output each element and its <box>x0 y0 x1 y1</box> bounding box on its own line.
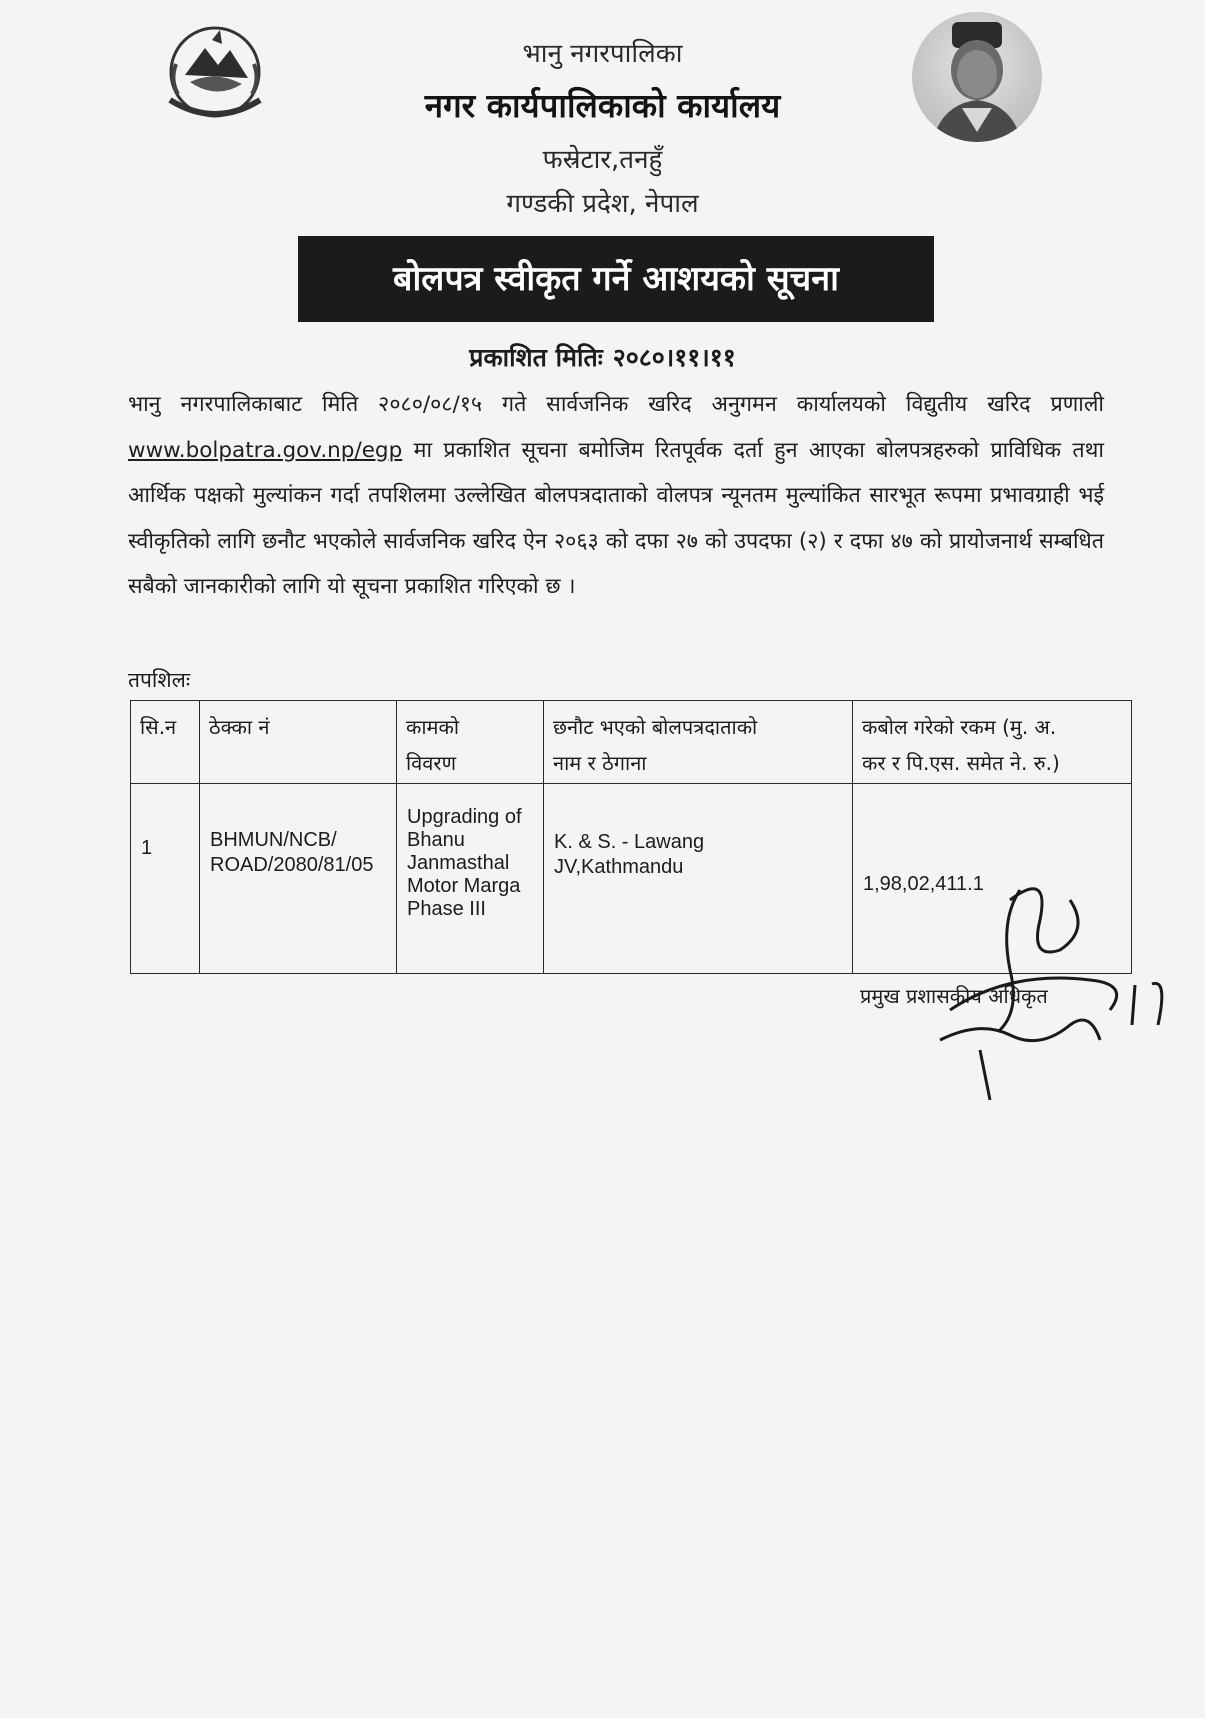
cell-work-description: Upgrading of Bhanu Janmasthal Motor Marga Phase III <box>397 784 544 974</box>
published-date-label: प्रकाशित मितिः <box>469 343 603 372</box>
header-sn: सि.न <box>131 701 200 784</box>
schedule-label: तपशिलः <box>128 668 191 692</box>
office-location: फस्रेटार,तनहुँ <box>542 145 663 175</box>
province-country: गण्डकी प्रदेश, नेपाल <box>506 189 699 219</box>
bolpatra-link[interactable]: www.bolpatra.gov.np/egp <box>128 437 403 463</box>
table-header-row <box>131 701 1132 784</box>
cell-sn: 1 <box>131 784 200 974</box>
published-date-value: २०८०।११।११ <box>612 343 736 372</box>
cell-bidder: K. & S. - Lawang JV,Kathmandu <box>544 784 853 974</box>
signatory-title: प्रमुख प्रशासकीय अधिकृत <box>860 984 1048 1008</box>
handwritten-signature <box>920 860 1180 1100</box>
header-amount: कबोल गरेको रकम (मु. अ. कर र पि.एस. समेत ने. रु.) <box>853 701 1132 784</box>
notice-title: बोलपत्र स्वीकृत गर्ने आशयको सूचना <box>298 236 934 322</box>
body-text-part1: भानु नगरपालिकाबाट मिति २०८०/०८/१५ गते सार्वजनिक खरिद अनुगमन कार्यालयको विद्युतीय खरिद प्रणाली <box>128 392 1104 417</box>
cell-amount: 1,98,02,411.1 <box>853 784 1132 974</box>
notice-body <box>128 382 1104 610</box>
published-date <box>0 340 1205 374</box>
header-contract-no: ठेक्का नं <box>200 701 397 784</box>
cell-contract-no: BHMUN/NCB/ ROAD/2080/81/05 <box>200 784 397 974</box>
header-work-description: कामको विवरण <box>397 701 544 784</box>
municipality-name: भानु नगरपालिका <box>522 39 683 69</box>
office-name: नगर कार्यपालिकाको कार्यालय <box>424 86 781 125</box>
header-bidder: छनौट भएको बोलपत्रदाताको नाम र ठेगाना <box>544 701 853 784</box>
body-text-part2: मा प्रकाशित सूचना बमोजिम रितपूर्वक दर्ता हुन आएका बोलपत्रहरुको प्राविधिक तथा आर्थिक पक्षको मुल्यांकन गर्दा तपशिलमा उल्लेखित बोलपत्रदाताको वोलपत्र न्यूनतम मुल्यांकित सारभूत रूपमा प्रभावग्राही भई स्वीकृतिको लागि छनौट भएकोले सार्वजनिक खरिद ऐन २०६३ को दफा २७ को उपदफा (२) र दफा ४७ को प्रायोजनार्थ सम्बधित सबैको जानकारीको लागि यो सूचना प्रकाशित गरिएको छ । <box>128 437 1104 599</box>
